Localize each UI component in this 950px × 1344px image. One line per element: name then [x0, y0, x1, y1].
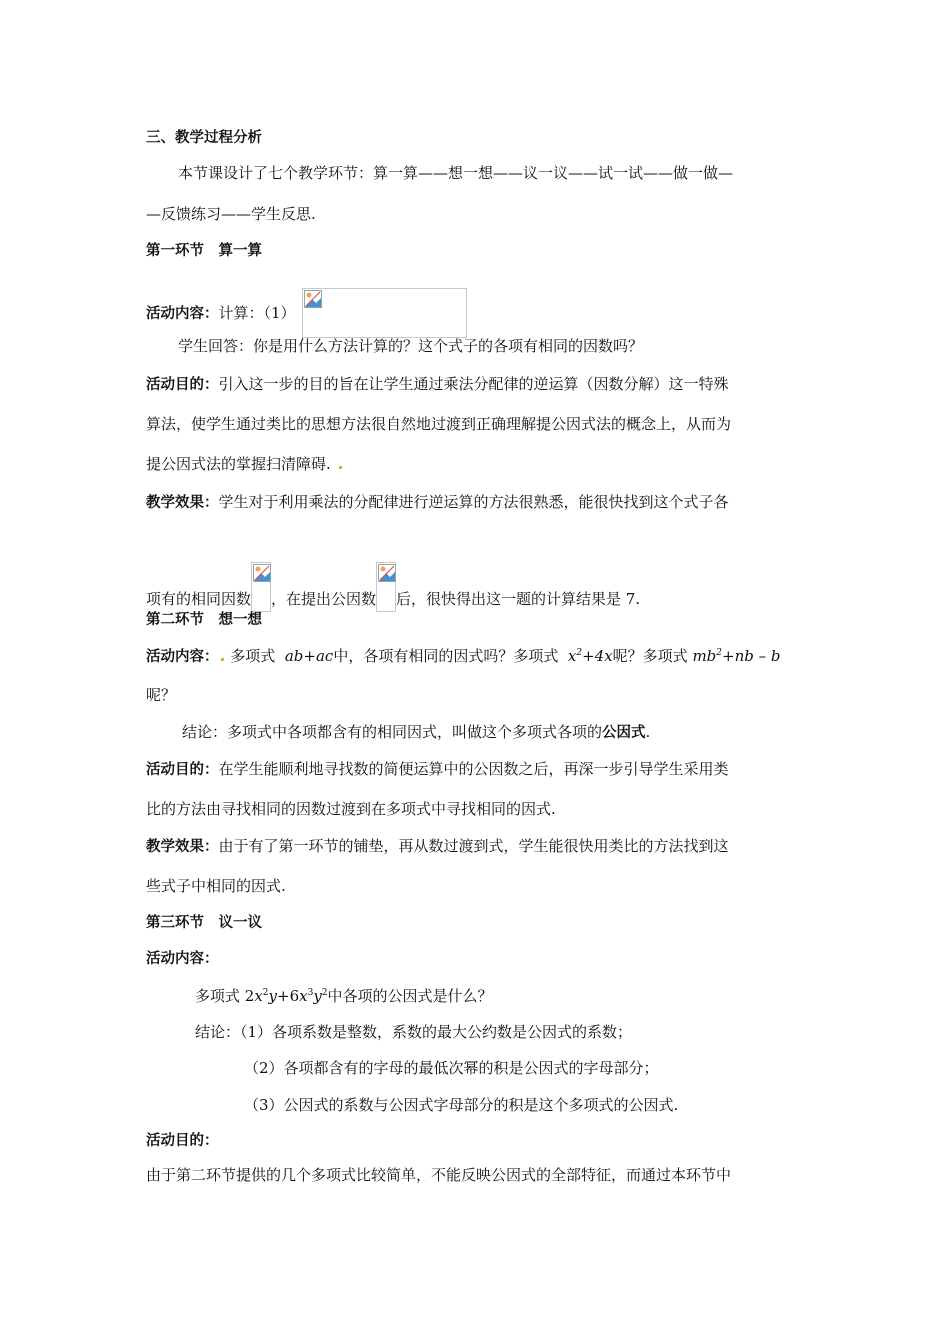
s2-expression-2: $x^2+4x$	[567, 647, 613, 665]
s1-purpose-line-2: 算法，使学生通过类比的思想方法很自然地过渡到正确理解提公因式法的概念上，从而为	[146, 415, 732, 433]
section-2-heading: 第二环节 想一想	[146, 612, 262, 628]
s3-purpose-label: 活动目的：	[146, 1133, 219, 1149]
intro-line-1	[178, 163, 733, 183]
s2-conclusion-end: .	[645, 723, 651, 741]
s1-purpose-text-1: 引入这一步的目的旨在让学生通过乘法分配律的逆运算（因数分解）这一特殊	[218, 375, 729, 393]
s2-question-c: 呢？多项式	[612, 647, 688, 665]
broken-image-icon	[378, 564, 396, 582]
annotation-mark	[339, 466, 342, 469]
s1-effect-label: 教学效果：	[146, 495, 219, 511]
s2-question-b: 中，各项有相同的因式吗？多项式	[333, 647, 559, 665]
intro-line-2: —反馈练习——学生反思.	[146, 205, 316, 223]
broken-image-icon	[253, 564, 271, 582]
s2-content-label: 活动内容：	[146, 649, 219, 665]
s3-conclusion-3: （3）公因式的系数与公因式字母部分的积是这个多项式的公因式.	[244, 1096, 679, 1114]
s1-effect-line-2	[146, 562, 640, 612]
s3-content-label: 活动内容：	[146, 951, 219, 967]
s1-content-line	[146, 288, 467, 338]
factor-image-placeholder-2	[376, 562, 396, 612]
s1-purpose-line-1	[146, 374, 729, 395]
s2-conclusion	[182, 722, 650, 743]
s1-effect-text-2c: 后，很快得出这一题的计算结果是 7.	[396, 590, 641, 608]
section-title: 三、教学过程分析	[146, 130, 262, 146]
s2-purpose-text-1: 在学生能顺利地寻找数的简便运算中的公因数之后，再深一步引导学生采用类	[218, 760, 729, 778]
s2-effect-line-2: 些式子中相同的因式.	[146, 877, 286, 895]
broken-image-icon	[304, 290, 322, 308]
s2-effect-label: 教学效果：	[146, 839, 219, 855]
s1-purpose-text-3: 提公因式法的掌握扫清障碍.	[146, 455, 331, 473]
annotation-mark	[221, 658, 224, 661]
s2-expression-3: $mb^2+nb - b$	[692, 647, 781, 665]
s3-conclusion-2: （2）各项都含有的字母的最低次幂的积是公因式的字母部分；	[244, 1059, 659, 1077]
s2-content-line	[146, 646, 781, 667]
s2-purpose-line-1	[146, 759, 729, 780]
s1-effect-text-2b: ，在提出公因数	[271, 590, 377, 608]
intro-text-1: 本节课设计了七个教学环节：算一算——想一想——议一议——试一试——做一做—	[178, 164, 734, 182]
s1-effect-line-1	[146, 492, 729, 513]
s1-content-label: 活动内容：	[146, 306, 219, 322]
s2-expression-1: ab+ac	[284, 647, 334, 665]
s2-question-end: 呢？	[146, 686, 177, 704]
section-3-heading: 第三环节 议一议	[146, 915, 262, 931]
formula-image-placeholder	[302, 288, 467, 338]
s1-answer: 学生回答：你是用什么方法计算的？这个式子的各项有相同的因数吗？	[178, 337, 644, 355]
s1-effect-text-2a: 项有的相同因数	[146, 590, 252, 608]
s2-conclusion-term: 公因式	[602, 725, 646, 741]
s3-conclusion-1: 结论：（1）各项系数是整数，系数的最大公约数是公因式的系数；	[195, 1023, 633, 1041]
s2-conclusion-text: 结论：多项式中各项都含有的相同因式，叫做这个多项式各项的	[182, 723, 603, 741]
s2-purpose-label: 活动目的：	[146, 762, 219, 778]
s1-purpose-label: 活动目的：	[146, 377, 219, 393]
s1-content-text: 计算：（1）	[218, 304, 296, 322]
s3-purpose-line-1: 由于第二环节提供的几个多项式比较简单，不能反映公因式的全部特征，而通过本环节中	[146, 1166, 732, 1184]
s2-effect-text-1: 由于有了第一环节的铺垫，再从数过渡到式，学生能很快用类比的方法找到这	[218, 837, 729, 855]
s2-effect-line-1	[146, 836, 729, 857]
s1-effect-text-1: 学生对于利用乘法的分配律进行逆运算的方法很熟悉，能很快找到这个式子各	[218, 493, 729, 511]
factor-image-placeholder-1	[251, 562, 271, 612]
s2-purpose-line-2: 比的方法由寻找相同的因数过渡到在多项式中寻找相同的因式.	[146, 800, 556, 818]
s3-question: 多项式 $2x^2y+6x^3y^2$中各项的公因式是什么？	[195, 987, 493, 1005]
section-1-heading: 第一环节 算一算	[146, 243, 262, 259]
s2-question-a: 多项式	[230, 647, 276, 665]
s1-purpose-line-3	[146, 454, 344, 474]
